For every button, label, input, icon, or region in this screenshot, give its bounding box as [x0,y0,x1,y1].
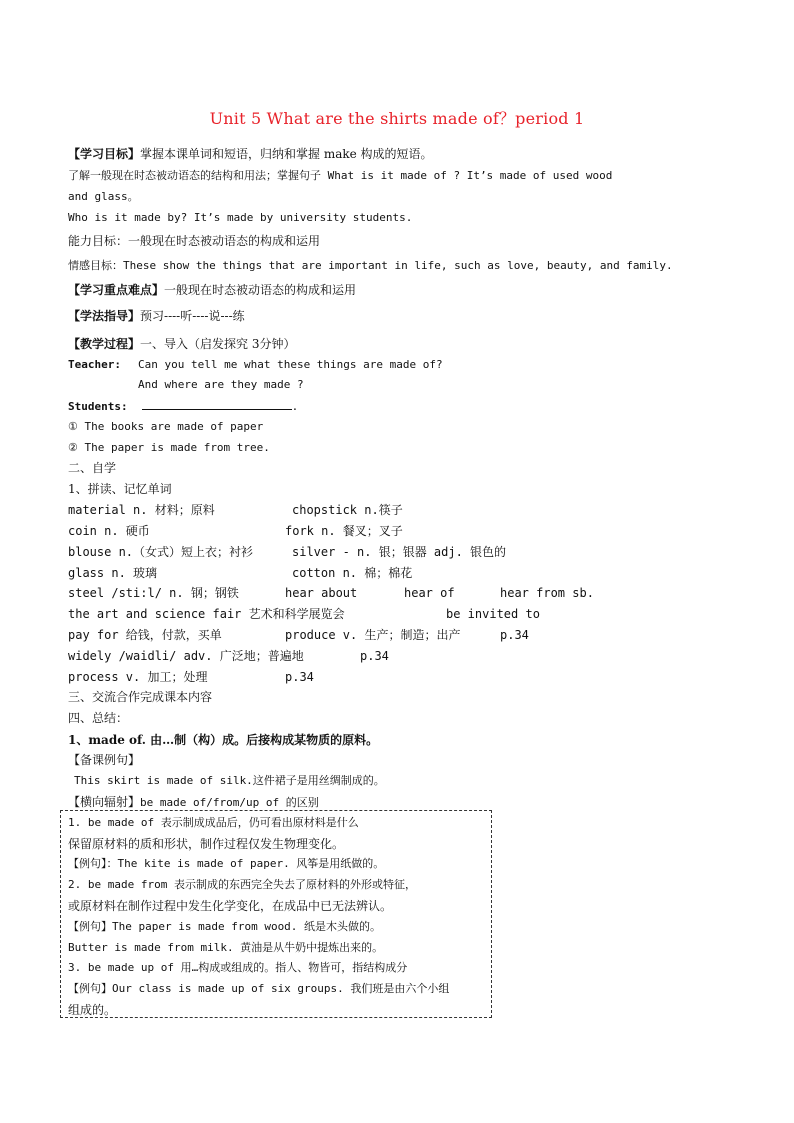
method-label: 【学法指导】 [68,309,141,323]
teacher-line [68,357,443,373]
compare-text: be made of/from/up of 的区别 [140,796,319,809]
step3-heading: 三、交流合作完成课本内容 [68,690,213,704]
vocab-item: fork n. 餐叉；叉子 [285,524,403,538]
teacher-question-2: And where are they made ? [138,378,304,391]
vocab-item: steel /sti:l/ n. 钢；钢铁 [68,586,239,600]
vocab-item: hear about [285,586,358,600]
key-label: 【学习重点难点】 [68,283,165,297]
box-line: 保留原材料的质和形状，制作过程仅发生物理变化。 [68,837,345,851]
box-line: 3. be made up of 用…构成或组成的。指人、物皆可，指结构成分 [68,961,408,974]
students-label: Students: [68,400,128,413]
objective-line-3: and glass。 [68,190,139,203]
vocab-item: hear of [404,586,455,600]
vocab-item: cotton n. 棉；棉花 [292,566,413,580]
vocab-item: blouse n.（女式）短上衣；衬衫 [68,545,254,559]
page-title: Unit 5 What are the shirts made of？period 1 [209,109,585,128]
step1-text: 一、导入（启发探究 3分钟） [140,337,296,351]
point-1: 1、made of. 由…制（构）成。后接构成某物质的原料。 [68,733,379,747]
vocab-item: the art and science fair 艺术和科学展览会 [68,607,345,621]
study-method [68,308,245,324]
process-heading [68,336,295,352]
key-points [68,282,356,298]
vocab-item: p.34 [285,670,314,684]
emotion-goal: 情感目标：These show the things that are important in life, such as love, beauty, and family. [68,259,673,272]
answer-1: ① The books are made of paper [68,420,264,433]
students-line [68,398,298,415]
vocab-item: chopstick n.筷子 [292,503,403,517]
answer-blank[interactable] [142,398,292,410]
objective-line [68,146,433,162]
box-line: 【例句】The paper is made from wood. 纸是木头做的。 [68,920,382,933]
vocab-item: process v. 加工；处理 [68,670,208,684]
example-label: 【备课例句】 [68,753,141,767]
step4-heading: 四、总结： [68,711,129,725]
ability-goal: 能力目标：一般现在时态被动语态的构成和运用 [68,234,321,248]
vocab-item: p.34 [360,649,389,663]
method-text: 预习----听----说---练 [140,309,245,323]
box-line: Butter is made from milk. 黄油是从牛奶中提炼出来的。 [68,941,384,954]
vocab-heading: 1、拼读、记忆单词 [68,482,172,496]
box-line: 组成的。 [68,1003,117,1017]
process-label: 【教学过程】 [68,337,141,351]
vocab-item: produce v. 生产；制造；出产 [285,628,461,642]
objective-line-2: 了解一般现在时态被动语态的结构和用法；掌握句子 What is it made of ? It’s made of used wood [68,169,613,182]
teacher-question-1: Can you tell me what these things are made of? [138,358,443,371]
vocab-item: glass n. 玻璃 [68,566,158,580]
teacher-label: Teacher: [68,358,121,371]
box-line: 或原材料在制作过程中发生化学变化，在成品中已无法辨认。 [68,899,393,913]
vocab-item: material n. 材料；原料 [68,503,215,517]
box-line: 2. be made from 表示制成的东西完全失去了原材料的外形或特征， [68,878,416,891]
goal-text: 掌握本课单词和短语，归纳和掌握 make 构成的短语。 [140,147,433,161]
compare-label: 【横向辐射】 [68,795,141,809]
box-line: 【例句】：The kite is made of paper. 风筝是用纸做的。 [68,857,385,870]
objective-line-4: Who is it made by? It’s made by university students. [68,211,413,224]
vocab-item: hear from sb. [500,586,594,600]
step2-heading: 二、自学 [68,461,117,475]
box-line: 【例句】Our class is made up of six groups. 我们班是由六个小组 [68,982,450,995]
answer-2: ② The paper is made from tree. [68,441,270,454]
key-text: 一般现在时态被动语态的构成和运用 [164,283,357,297]
vocab-item: widely /waidli/ adv. 广泛地；普遍地 [68,649,304,663]
compare-line [68,794,319,811]
goal-label: 【学习目标】 [68,147,141,161]
box-line: 1. be made of 表示制成成品后，仍可看出原材料是什么 [68,816,359,829]
example-sentence: This skirt is made of silk.这件裙子是用丝绸制成的。 [74,774,385,787]
vocab-item: pay for 给钱，付款，买单 [68,628,222,642]
vocab-item: be invited to [446,607,540,621]
vocab-item: p.34 [500,628,529,642]
students-end: . [291,400,299,413]
vocab-item: silver - n. 银；银器 adj. 银色的 [292,545,507,559]
vocab-item: coin n. 硬币 [68,524,150,538]
